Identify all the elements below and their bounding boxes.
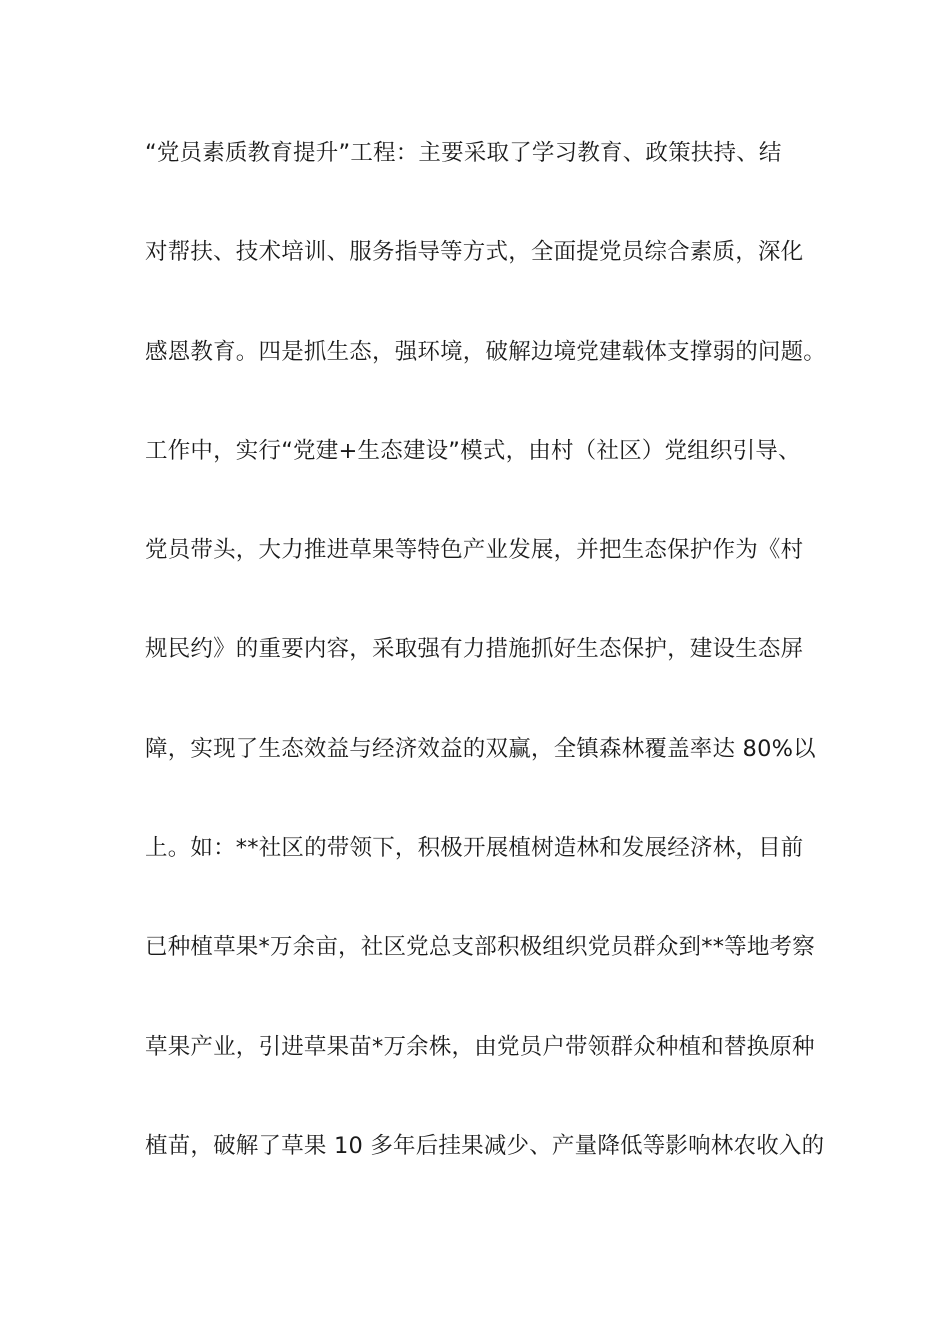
body-text — [145, 128, 825, 1220]
text-line: 感恩教育。四是抓生态，强环境，破解边境党建载体支撑弱的问题。 — [145, 338, 827, 365]
text-line: 上。如：**社区的带领下，积极开展植树造林和发展经济林，目前 — [145, 835, 804, 862]
text-line: “党员素质教育提升”工程：主要采取了学习教育、政策扶持、结 — [145, 140, 782, 166]
text-line: 植苗，破解了草果 10 多年后挂果减少、产量降低等影响林农收入的 — [145, 1132, 825, 1159]
text-line: 已种植草果*万余亩，社区党总支部积极组织党员群众到**等地考察 — [145, 934, 815, 961]
text-line: 障，实现了生态效益与经济效益的双赢，全镇森林覆盖率达 80%以 — [145, 735, 816, 762]
text-line: 党员带头，大力推进草果等特色产业发展，并把生态保护作为《村 — [145, 537, 804, 564]
text-line: 工作中，实行“党建+生态建设”模式，由村（社区）党组织引导、 — [145, 437, 801, 464]
text-line: 对帮扶、技术培训、服务指导等方式，全面提党员综合素质，深化 — [145, 239, 804, 266]
text-line: 规民约》的重要内容，采取强有力措施抓好生态保护，建设生态屏 — [145, 636, 804, 663]
text-line: 草果产业，引进草果苗*万余株，由党员户带领群众种植和替换原种 — [145, 1033, 815, 1060]
